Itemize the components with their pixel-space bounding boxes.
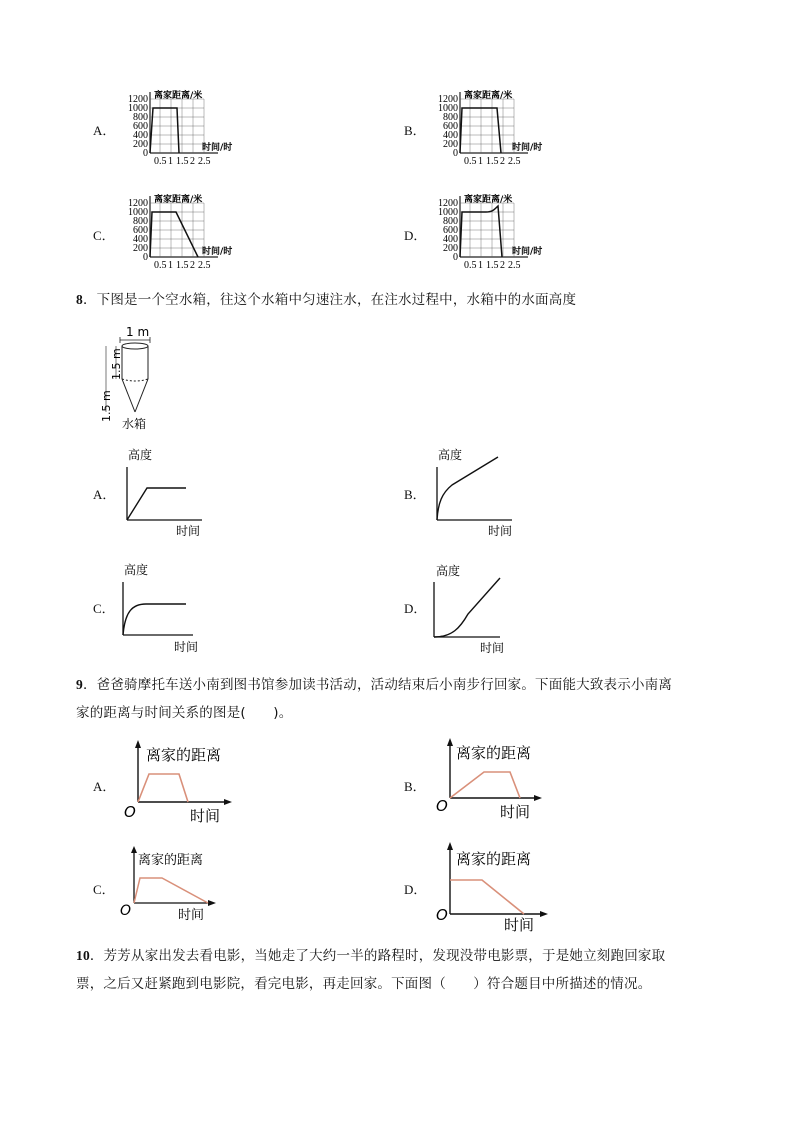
svg-text:离家距离/米: 离家距离/米	[464, 195, 513, 205]
svg-text:1: 1	[478, 260, 483, 271]
svg-text:时间/时: 时间/时	[202, 247, 233, 257]
tank-caption: 水箱	[122, 417, 147, 431]
svg-text:离家距离/米: 离家距离/米	[464, 91, 513, 101]
q9-option-d-label[interactable]: D．	[404, 882, 427, 897]
svg-text:1: 1	[168, 260, 173, 271]
svg-text:2.5: 2.5	[198, 260, 211, 271]
svg-text:离家的距离: 离家的距离	[456, 744, 532, 762]
q8-water-tank-figure	[100, 322, 170, 437]
tank-top-label: 1 m	[126, 325, 150, 339]
svg-text:时间: 时间	[174, 640, 199, 654]
tank-total-height-label: 1.5 m	[100, 390, 113, 422]
svg-text:时间: 时间	[480, 641, 505, 655]
svg-text:1000: 1000	[128, 207, 148, 218]
svg-text:2.5: 2.5	[508, 260, 521, 271]
svg-text:400: 400	[133, 130, 148, 141]
q7-option-c-label[interactable]: C．	[93, 228, 115, 243]
svg-text:1.5: 1.5	[176, 260, 189, 271]
svg-text:1.5: 1.5	[486, 156, 499, 167]
svg-text:1200: 1200	[128, 198, 148, 209]
q7-graph-d	[428, 192, 558, 282]
svg-text:1200: 1200	[128, 94, 148, 105]
q8-text: 8．下图是一个空水箱，往这个水箱中匀速注水，在注水过程中，水箱中的水面高度	[76, 292, 577, 308]
q9-graph-b	[434, 738, 564, 828]
svg-text:600: 600	[443, 121, 458, 132]
svg-text:时间/时: 时间/时	[202, 143, 233, 153]
svg-text:高度: 高度	[124, 563, 149, 577]
svg-text:1000: 1000	[438, 207, 458, 218]
q10-text: 10．芳芳从家出发去看电影，当她走了大约一半的路程时，发现没带电影票，于是她立刻跑回家取 票，之后又赶紧跑到电影院，看完电影，再走回家。下面图（ ）符合题目中所描述的情况。	[76, 948, 666, 992]
svg-text:600: 600	[133, 121, 148, 132]
svg-text:0: 0	[453, 148, 458, 159]
svg-text:600: 600	[443, 225, 458, 236]
q9-graph-a	[122, 740, 252, 830]
svg-text:2: 2	[500, 156, 505, 167]
svg-text:600: 600	[133, 225, 148, 236]
svg-text:时间/时: 时间/时	[512, 247, 543, 257]
svg-text:400: 400	[133, 234, 148, 245]
q7-graph-b	[428, 88, 558, 178]
q8-option-b-label[interactable]: B．	[404, 487, 426, 502]
svg-text:高度: 高度	[128, 448, 153, 462]
q8-graph-a	[120, 445, 230, 545]
svg-text:200: 200	[443, 139, 458, 150]
svg-text:0: 0	[453, 252, 458, 263]
svg-text:200: 200	[443, 243, 458, 254]
distance-line	[150, 108, 179, 153]
svg-text:时间: 时间	[500, 803, 531, 821]
svg-text:O: O	[436, 906, 448, 924]
svg-text:800: 800	[133, 216, 148, 227]
q8-option-a-label[interactable]: A．	[93, 487, 116, 502]
svg-text:O: O	[124, 803, 136, 821]
svg-text:1200: 1200	[438, 198, 458, 209]
svg-text:时间/时: 时间/时	[512, 143, 543, 153]
svg-text:O: O	[436, 797, 448, 815]
tank-upper-height-label: 1.5 m	[110, 348, 123, 380]
svg-text:2: 2	[190, 260, 195, 271]
svg-text:离家的距离: 离家的距离	[456, 850, 532, 868]
svg-text:0: 0	[143, 252, 148, 263]
q8-option-c-label[interactable]: C．	[93, 601, 115, 616]
q9-graph-d	[434, 842, 564, 937]
distance-line	[138, 774, 188, 802]
y-axis-label: 离家距离/米	[154, 91, 203, 101]
svg-text:时间: 时间	[488, 524, 513, 538]
svg-text:时间: 时间	[504, 916, 535, 934]
svg-text:1.5: 1.5	[486, 260, 499, 271]
svg-text:2.5: 2.5	[198, 156, 211, 167]
svg-text:高度: 高度	[438, 448, 463, 462]
q8-option-d-label[interactable]: D．	[404, 601, 427, 616]
svg-text:时间: 时间	[190, 807, 221, 825]
q7-option-b-label[interactable]: B．	[404, 123, 426, 138]
q8-graph-c	[118, 560, 228, 660]
svg-text:离家的距离: 离家的距离	[138, 853, 204, 868]
q8-graph-b	[430, 445, 540, 545]
svg-text:2: 2	[500, 260, 505, 271]
q7-graph-c	[118, 192, 248, 282]
q9-option-a-label[interactable]: A．	[93, 779, 116, 794]
svg-text:1: 1	[478, 156, 483, 167]
svg-text:0.5: 0.5	[154, 260, 167, 271]
svg-text:0.5: 0.5	[154, 156, 167, 167]
svg-text:800: 800	[443, 216, 458, 227]
svg-text:2.5: 2.5	[508, 156, 521, 167]
q7-graph-a	[118, 88, 248, 178]
height-curve	[127, 488, 186, 520]
svg-text:1200: 1200	[438, 94, 458, 105]
svg-text:2: 2	[190, 156, 195, 167]
q7-option-d-label[interactable]: D．	[404, 228, 427, 243]
svg-text:O: O	[120, 903, 132, 919]
svg-text:0: 0	[143, 148, 148, 159]
svg-text:0.5: 0.5	[464, 260, 477, 271]
svg-text:200: 200	[133, 243, 148, 254]
q8-graph-d	[430, 560, 540, 660]
svg-text:离家距离/米: 离家距离/米	[154, 195, 203, 205]
svg-text:1: 1	[168, 156, 173, 167]
svg-text:200: 200	[133, 139, 148, 150]
q9-option-c-label[interactable]: C．	[93, 882, 115, 897]
svg-text:0.5: 0.5	[464, 156, 477, 167]
svg-text:400: 400	[443, 234, 458, 245]
svg-text:离家的距离: 离家的距离	[146, 746, 222, 764]
svg-text:时间: 时间	[178, 908, 205, 923]
svg-text:1.5: 1.5	[176, 156, 189, 167]
svg-text:1000: 1000	[438, 103, 458, 114]
q9-text: 9．爸爸骑摩托车送小南到图书馆参加读书活动，活动结束后小南步行回家。下面能大致表示小南离 家的距离与时间关系的图是( )。	[76, 677, 673, 721]
q9-graph-c	[120, 846, 250, 926]
q7-option-a-label[interactable]: A．	[93, 123, 116, 138]
q9-option-b-label[interactable]: B．	[404, 779, 426, 794]
svg-text:1000: 1000	[128, 103, 148, 114]
svg-text:时间: 时间	[176, 524, 201, 538]
svg-text:800: 800	[443, 112, 458, 123]
svg-text:400: 400	[443, 130, 458, 141]
svg-text:高度: 高度	[436, 564, 461, 578]
svg-text:800: 800	[133, 112, 148, 123]
